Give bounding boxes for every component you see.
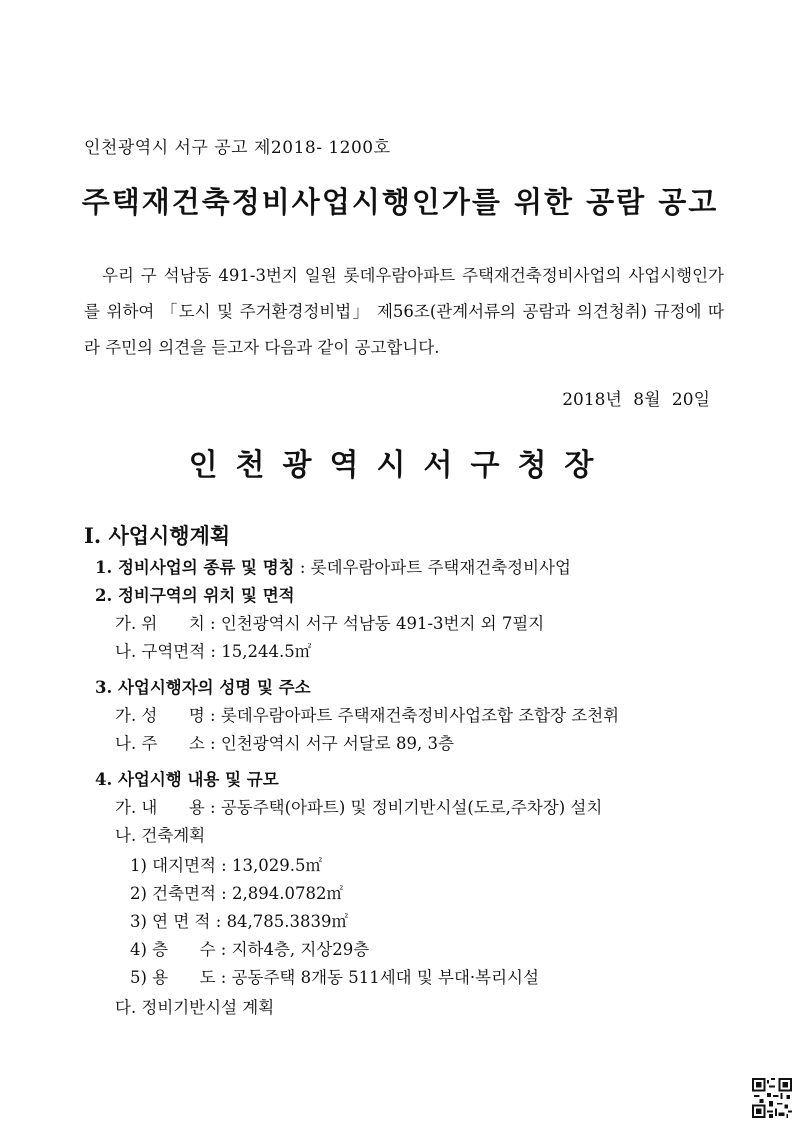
plan-item-label: 가. 위 치 xyxy=(115,614,205,633)
paragraph-text: 우리 구 석남동 491-3번지 일원 롯데우람아파트 주택재건축정비사업의 사업시행인가를 위하여 「도시 및 주거환경정비법」 제56조(관계서류의 공람과 의견청취) 규정에 따라 주민의 의견을 듣고자 다음과 같이 공고합니다. xyxy=(84,266,724,357)
plan-item-separator: : xyxy=(204,798,221,817)
notice-number: 인천광역시 서구 공고 제2018- 1200호 xyxy=(84,138,391,158)
plan-item-label: 나. 주 소 xyxy=(115,734,205,753)
plan-item-separator: : xyxy=(215,884,232,903)
plan-item xyxy=(95,766,279,790)
plan-item xyxy=(115,822,205,846)
plan-item xyxy=(115,610,544,634)
plan-item xyxy=(95,674,311,698)
plan-item xyxy=(95,554,571,578)
plan-item xyxy=(115,730,454,754)
plan-item xyxy=(130,880,343,904)
plan-item-value: 13,029.5㎡ xyxy=(232,856,322,875)
plan-item-value: 15,244.5㎡ xyxy=(221,642,312,661)
plan-item-separator: : xyxy=(204,734,221,753)
plan-item-label: 4. 사업시행 내용 및 규모 xyxy=(95,770,279,789)
plan-item xyxy=(115,638,311,662)
document-title: 주택재건축정비사업시행인가를 위한 공람 공고 xyxy=(81,185,719,219)
plan-item-label: 5) 용 도 xyxy=(130,968,216,987)
issuer-name: 인천광역시서구청장 xyxy=(188,448,612,483)
plan-item-value: 인천광역시 서구 서달로 89, 3층 xyxy=(220,734,454,753)
plan-item-separator: : xyxy=(215,968,232,987)
plan-item-separator: : xyxy=(205,642,222,661)
plan-item-value: 공동주택 8개동 511세대 및 부대·복리시설 xyxy=(231,968,539,987)
plan-item-label: 다. 정비기반시설 계획 xyxy=(115,998,275,1017)
announcement-paragraph xyxy=(84,258,724,366)
plan-item xyxy=(130,852,322,876)
plan-item-label: 3. 사업시행자의 성명 및 주소 xyxy=(95,678,311,697)
plan-item-label: 1. 정비사업의 종류 및 명칭 xyxy=(95,558,295,577)
section-heading: Ⅰ. 사업시행계획 xyxy=(84,523,231,548)
plan-item-value: 2,894.0782㎡ xyxy=(232,884,343,903)
plan-item xyxy=(115,994,274,1018)
plan-item-value: 롯데우람아파트 주택재건축정비사업 xyxy=(310,558,571,577)
plan-item-value: 인천광역시 서구 석남동 491-3번지 외 7필지 xyxy=(220,614,545,633)
plan-item-separator: : xyxy=(215,856,232,875)
announcement-date: 2018년 8월 20일 xyxy=(562,390,710,410)
plan-item-label: 가. 성 명 xyxy=(115,706,205,725)
plan-item-separator: : xyxy=(204,706,221,725)
plan-item-value: 롯데우람아파트 주택재건축정비사업조합 조합장 조천휘 xyxy=(220,706,620,725)
plan-item xyxy=(130,908,348,932)
plan-item xyxy=(95,582,295,606)
qr-code-icon xyxy=(752,1078,792,1118)
plan-item-label: 나. 건축계획 xyxy=(115,826,206,845)
plan-item-label: 2. 정비구역의 위치 및 면적 xyxy=(95,586,295,605)
plan-item-label: 나. 구역면적 xyxy=(115,642,206,661)
plan-item-label: 2) 건축면적 xyxy=(130,884,216,903)
plan-item-label: 3) 연 면 적 xyxy=(130,912,211,931)
plan-item-separator: : xyxy=(215,940,232,959)
plan-item-label: 4) 층 수 xyxy=(130,940,216,959)
plan-item-value: 공동주택(아파트) 및 정비기반시설(도로,주차장) 설치 xyxy=(220,798,603,817)
plan-item-separator: : xyxy=(204,614,221,633)
plan-item-label: 1) 대지면적 xyxy=(130,856,216,875)
plan-item-value: 84,785.3839㎡ xyxy=(226,912,349,931)
plan-item-value: 지하4층, 지상29층 xyxy=(231,940,370,959)
plan-item xyxy=(115,702,619,726)
plan-item xyxy=(130,936,369,960)
plan-item-label: 가. 내 용 xyxy=(115,798,205,817)
plan-item-separator: : xyxy=(210,912,227,931)
plan-item xyxy=(130,964,539,988)
plan-item-separator: : xyxy=(294,558,311,577)
plan-item xyxy=(115,794,602,818)
